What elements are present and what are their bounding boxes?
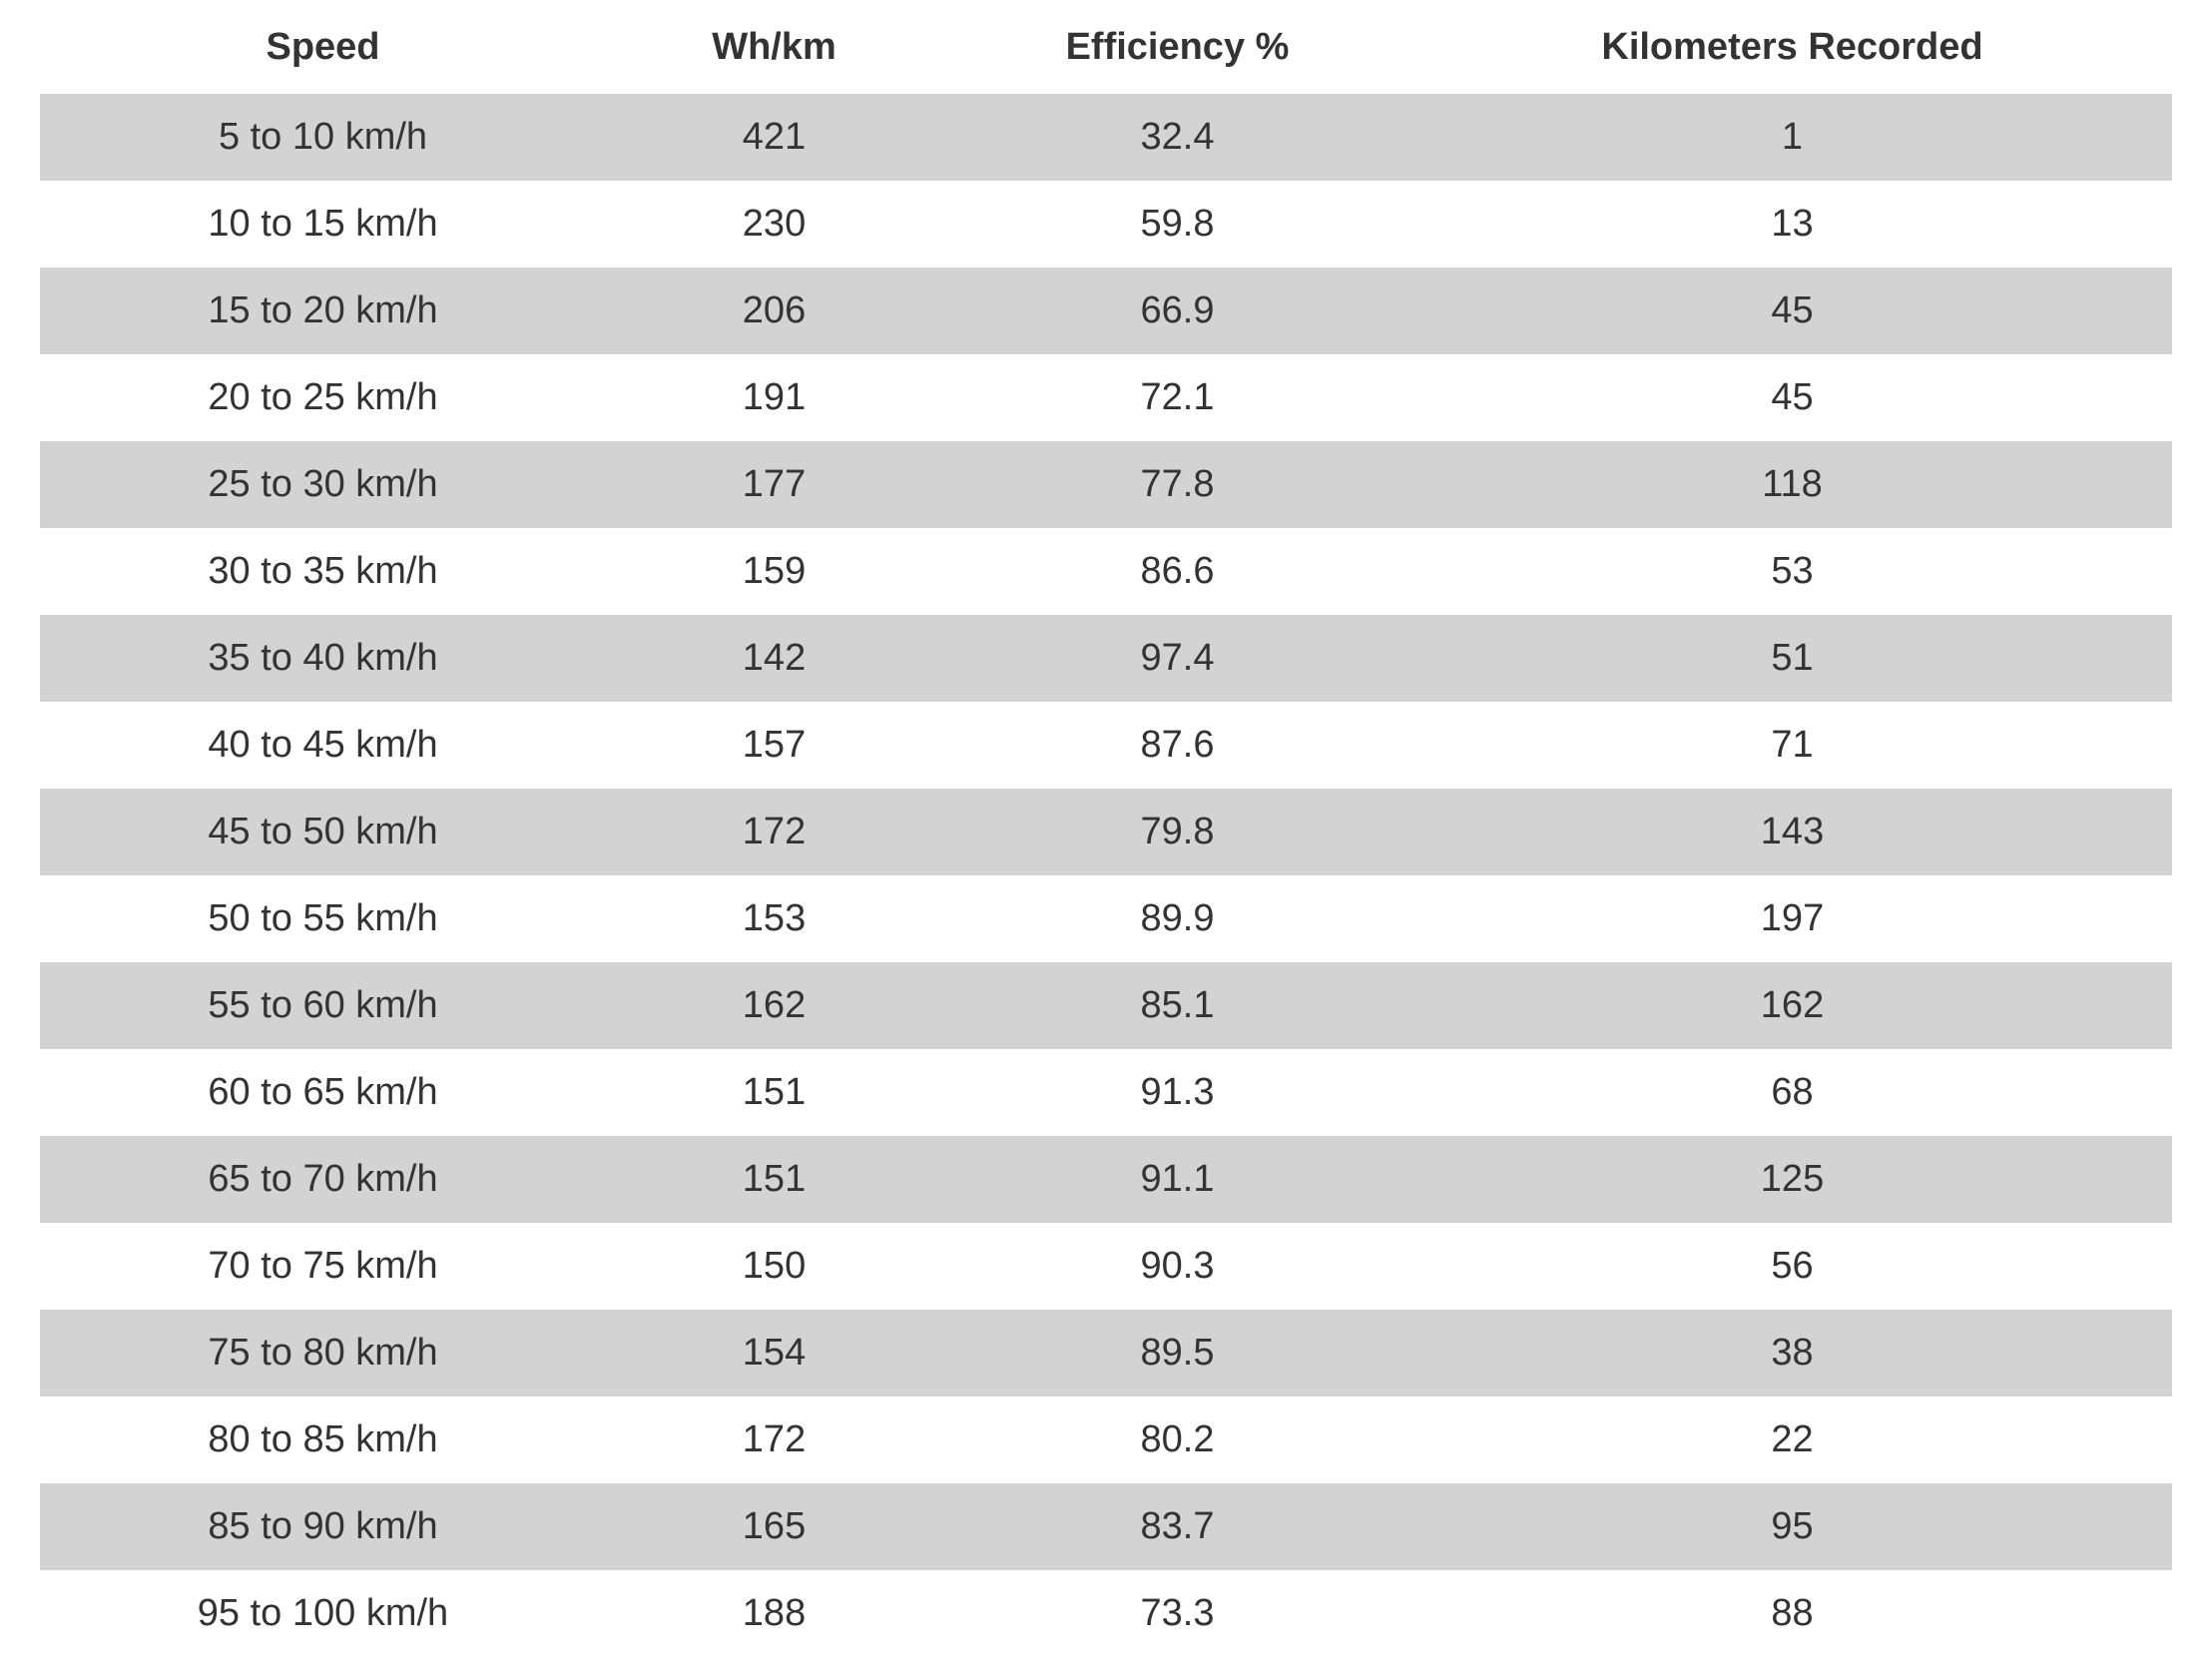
efficiency-cell: 32.4	[942, 94, 1412, 181]
wh-per-km-cell: 172	[606, 1397, 942, 1483]
header-kilometers-recorded: Kilometers Recorded	[1601, 25, 1983, 68]
speed-cell: 10 to 15 km/h	[40, 181, 606, 268]
speed-cell: 85 to 90 km/h	[40, 1483, 606, 1570]
speed-cell: 70 to 75 km/h	[40, 1223, 606, 1310]
wh-per-km-cell: 151	[606, 1049, 942, 1136]
wh-per-km-cell: 142	[606, 615, 942, 702]
efficiency-cell: 89.9	[942, 875, 1412, 962]
kilometers-cell: 45	[1412, 268, 2172, 354]
efficiency-cell: 80.2	[942, 1397, 1412, 1483]
kilometers-cell: 53	[1412, 528, 2172, 615]
table-row	[40, 789, 2172, 875]
table-row	[40, 441, 2172, 528]
table-row	[40, 1223, 2172, 1310]
speed-cell: 80 to 85 km/h	[40, 1397, 606, 1483]
kilometers-cell: 51	[1412, 615, 2172, 702]
speed-cell: 60 to 65 km/h	[40, 1049, 606, 1136]
table-header	[40, 0, 2172, 94]
speed-cell: 5 to 10 km/h	[40, 94, 606, 181]
table-body	[40, 94, 2172, 1657]
speed-cell: 35 to 40 km/h	[40, 615, 606, 702]
table-row	[40, 1483, 2172, 1570]
wh-per-km-cell: 153	[606, 875, 942, 962]
wh-per-km-cell: 172	[606, 789, 942, 875]
efficiency-cell: 77.8	[942, 441, 1412, 528]
table-row	[40, 94, 2172, 181]
table-row	[40, 268, 2172, 354]
wh-per-km-cell: 230	[606, 181, 942, 268]
efficiency-cell: 89.5	[942, 1310, 1412, 1397]
efficiency-cell: 90.3	[942, 1223, 1412, 1310]
table-row	[40, 1136, 2172, 1223]
speed-cell: 50 to 55 km/h	[40, 875, 606, 962]
efficiency-cell: 66.9	[942, 268, 1412, 354]
speed-cell: 20 to 25 km/h	[40, 354, 606, 441]
kilometers-cell: 1	[1412, 94, 2172, 181]
wh-per-km-cell: 188	[606, 1570, 942, 1657]
speed-cell: 55 to 60 km/h	[40, 962, 606, 1049]
efficiency-cell: 86.6	[942, 528, 1412, 615]
speed-cell: 95 to 100 km/h	[40, 1570, 606, 1657]
kilometers-cell: 38	[1412, 1310, 2172, 1397]
speed-cell: 45 to 50 km/h	[40, 789, 606, 875]
efficiency-cell: 91.3	[942, 1049, 1412, 1136]
efficiency-cell: 72.1	[942, 354, 1412, 441]
table-row	[40, 875, 2172, 962]
kilometers-cell: 88	[1412, 1570, 2172, 1657]
speed-efficiency-table	[40, 0, 2172, 1657]
wh-per-km-cell: 151	[606, 1136, 942, 1223]
speed-cell: 25 to 30 km/h	[40, 441, 606, 528]
efficiency-cell: 79.8	[942, 789, 1412, 875]
kilometers-cell: 143	[1412, 789, 2172, 875]
kilometers-cell: 13	[1412, 181, 2172, 268]
table-row	[40, 1049, 2172, 1136]
efficiency-cell: 87.6	[942, 702, 1412, 789]
speed-cell: 75 to 80 km/h	[40, 1310, 606, 1397]
wh-per-km-cell: 421	[606, 94, 942, 181]
speed-cell: 15 to 20 km/h	[40, 268, 606, 354]
kilometers-cell: 162	[1412, 962, 2172, 1049]
table-row	[40, 615, 2172, 702]
table-row	[40, 1570, 2172, 1657]
wh-per-km-cell: 177	[606, 441, 942, 528]
wh-per-km-cell: 159	[606, 528, 942, 615]
table-row	[40, 962, 2172, 1049]
efficiency-cell: 97.4	[942, 615, 1412, 702]
wh-per-km-cell: 154	[606, 1310, 942, 1397]
wh-per-km-cell: 191	[606, 354, 942, 441]
header-row	[40, 0, 2172, 94]
kilometers-cell: 125	[1412, 1136, 2172, 1223]
kilometers-cell: 45	[1412, 354, 2172, 441]
kilometers-cell: 68	[1412, 1049, 2172, 1136]
kilometers-cell: 71	[1412, 702, 2172, 789]
header-efficiency: Efficiency %	[1065, 25, 1290, 68]
table-row	[40, 702, 2172, 789]
kilometers-cell: 118	[1412, 441, 2172, 528]
efficiency-cell: 73.3	[942, 1570, 1412, 1657]
header-speed: Speed	[266, 25, 380, 68]
table-row	[40, 181, 2172, 268]
wh-per-km-cell: 162	[606, 962, 942, 1049]
kilometers-cell: 56	[1412, 1223, 2172, 1310]
kilometers-cell: 95	[1412, 1483, 2172, 1570]
table-row	[40, 1397, 2172, 1483]
table-row	[40, 528, 2172, 615]
speed-cell: 30 to 35 km/h	[40, 528, 606, 615]
wh-per-km-cell: 150	[606, 1223, 942, 1310]
efficiency-table-container	[40, 0, 2172, 1657]
wh-per-km-cell: 206	[606, 268, 942, 354]
kilometers-cell: 22	[1412, 1397, 2172, 1483]
speed-cell: 40 to 45 km/h	[40, 702, 606, 789]
wh-per-km-cell: 165	[606, 1483, 942, 1570]
efficiency-cell: 91.1	[942, 1136, 1412, 1223]
kilometers-cell: 197	[1412, 875, 2172, 962]
efficiency-cell: 59.8	[942, 181, 1412, 268]
speed-cell: 65 to 70 km/h	[40, 1136, 606, 1223]
efficiency-cell: 85.1	[942, 962, 1412, 1049]
header-wh-per-km: Wh/km	[712, 25, 836, 68]
table-row	[40, 1310, 2172, 1397]
table-row	[40, 354, 2172, 441]
wh-per-km-cell: 157	[606, 702, 942, 789]
efficiency-cell: 83.7	[942, 1483, 1412, 1570]
